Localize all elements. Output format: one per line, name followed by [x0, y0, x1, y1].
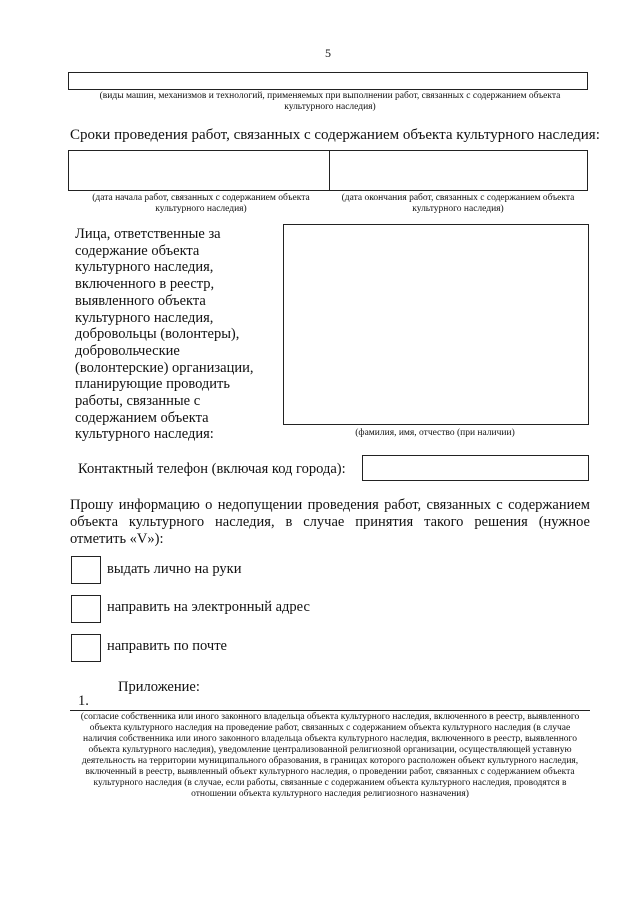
appendix-line[interactable]: [70, 710, 590, 711]
end-date-field[interactable]: [330, 151, 587, 190]
machines-field[interactable]: [68, 72, 588, 90]
phone-label: Контактный телефон (включая код города):: [78, 461, 346, 477]
appendix-item-number: 1.: [78, 693, 89, 709]
appendix-caption: (согласие собственника или иного законного владельца объекта культурного наследия, включенного в реестр, выявленного объекта культурного наследия на проведение работ, связанных с содержанием объекта культурного наследия (в случае наличия собственника или иного законного владельца объекта культурного наследия, включенного в реестр, выявленного объекта культурного наследия), уведомление централизованной религиозной организации, осуществляющей уставную деятельность на территории муниципального образования, в границах которого расположен объект культурного наследия, включенный в реестр, выявленный объект культурного наследия, о проведении работ, связанных с содержанием объекта культурного наследия (в случае, если работы, связанные с содержанием объекта культурного наследия, проводятся в отношении объекта культурного наследия религиозного назначения): [80, 712, 580, 799]
option-label-post: направить по почте: [107, 638, 227, 654]
option-label-in-person: выдать лично на руки: [107, 561, 242, 577]
appendix-label: Приложение:: [118, 679, 200, 695]
page-number: 5: [325, 46, 331, 60]
end-date-caption: (дата окончания работ, связанных с содержанием объекта культурного наследия): [341, 193, 575, 214]
machines-caption: (виды машин, механизмов и технологий, применяемых при выполнении работ, связанных с содержанием объекта культурного наследия): [99, 91, 561, 112]
option-label-email: направить на электронный адрес: [107, 599, 310, 615]
responsible-field[interactable]: [283, 224, 589, 425]
responsible-label: Лица, ответственные за содержание объекта культурного наследия, включенного в реестр, выявленного объекта культурного наследия, добровольцы (волонтеры), добровольческие (волонтерские) организации, планирующие проводить работы, связанные с содержанием объекта культурного наследия:: [75, 226, 254, 443]
start-date-caption: (дата начала работ, связанных с содержанием объекта культурного наследия): [92, 193, 310, 214]
fio-caption: (фамилия, имя, отчество (при наличии): [355, 428, 515, 438]
option-checkbox-post[interactable]: [71, 634, 101, 662]
request-text: Прошу информацию о недопущении проведения работ, связанных с содержанием объекта культурного наследия, в случае принятия такого решения (нужное отметить «V»):: [70, 497, 590, 547]
option-checkbox-in-person[interactable]: [71, 556, 101, 584]
option-checkbox-email[interactable]: [71, 595, 101, 623]
phone-field[interactable]: [362, 455, 589, 481]
start-date-field[interactable]: [69, 151, 328, 190]
terms-heading: Сроки проведения работ, связанных с содержанием объекта культурного наследия:: [70, 127, 600, 143]
